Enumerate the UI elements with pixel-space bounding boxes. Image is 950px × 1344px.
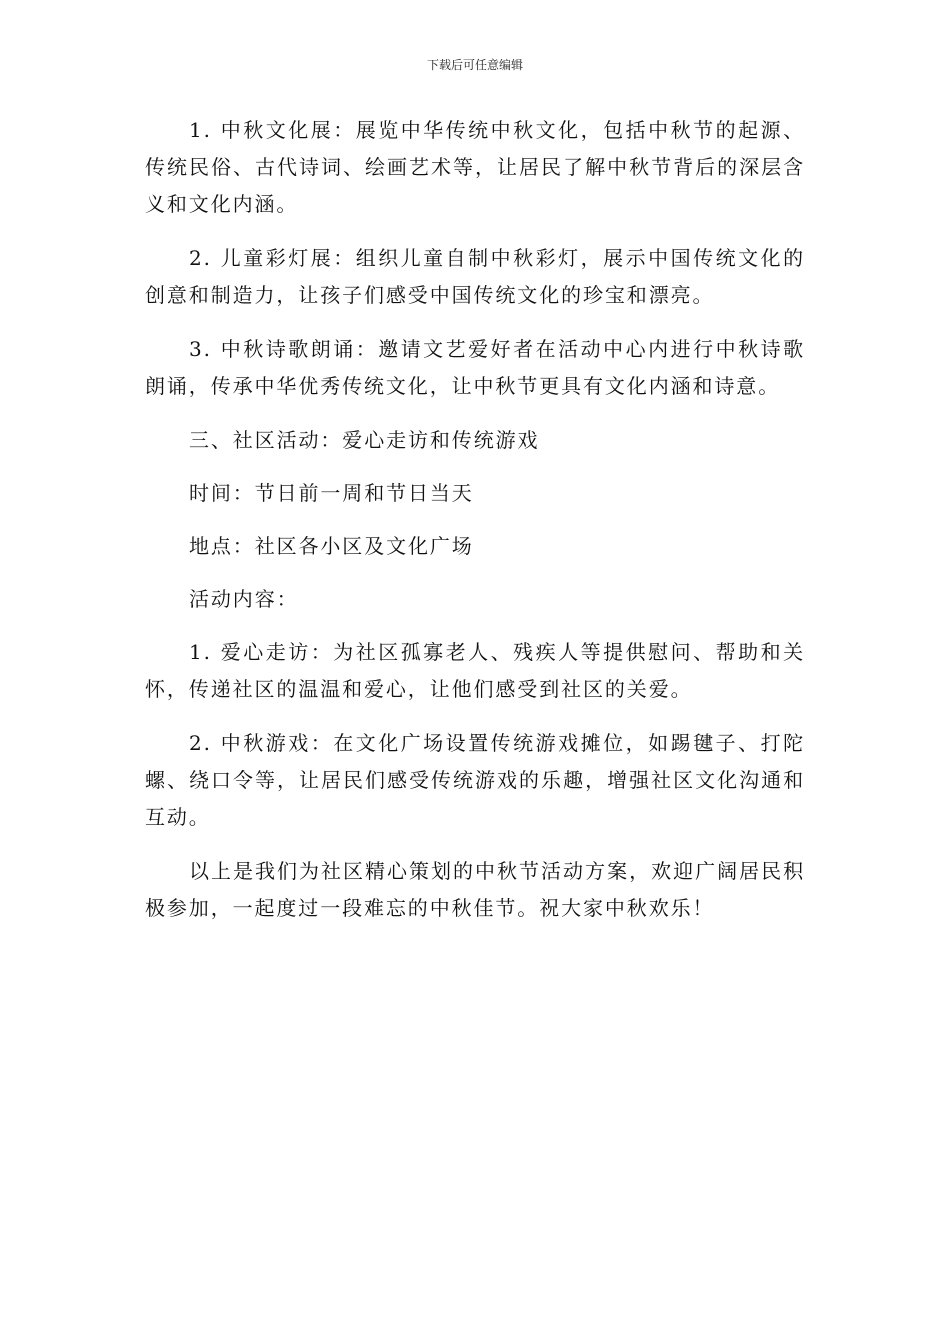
activity-time: 时间：节日前一周和节日当天 [189, 481, 474, 505]
list-item-mid-autumn-culture-exhibition: 1. 中秋文化展：展览中华传统中秋文化，包括中秋节的起源、传统民俗、古代诗词、绘画艺术等，让居民了解中秋节背后的深层含义和文化内涵。 [145, 118, 805, 216]
list-item-poetry-recitation: 3. 中秋诗歌朗诵：邀请文艺爱好者在活动中心内进行中秋诗歌朗诵，传承中华优秀传统文化，让中秋节更具有文化内涵和诗意。 [145, 337, 805, 398]
closing-paragraph: 以上是我们为社区精心策划的中秋节活动方案，欢迎广阔居民积极参加，一起度过一段难忘的中秋佳节。祝大家中秋欢乐！ [145, 859, 805, 920]
list-item-children-lantern-exhibition: 2. 儿童彩灯展：组织儿童自制中秋彩灯，展示中国传统文化的创意和制造力，让孩子们感受中国传统文化的珍宝和漂亮。 [145, 246, 805, 307]
page-header: 下载后可任意编辑 [426, 58, 523, 72]
activity-location: 地点：社区各小区及文化广场 [189, 534, 474, 558]
section-heading-community-activities: 三、社区活动：爱心走访和传统游戏 [189, 428, 540, 452]
document-body [145, 112, 805, 944]
list-item-caring-visits: 1. 爱心走访：为社区孤寡老人、残疾人等提供慰问、帮助和关怀，传递社区的温温和爱心，让他们感受到社区的关爱。 [145, 640, 805, 701]
activity-content-label: 活动内容： [189, 587, 299, 611]
list-item-mid-autumn-games: 2. 中秋游戏：在文化广场设置传统游戏摊位，如踢毽子、打陀螺、绕口令等，让居民们感受传统游戏的乐趣，增强社区文化沟通和互动。 [145, 731, 805, 829]
